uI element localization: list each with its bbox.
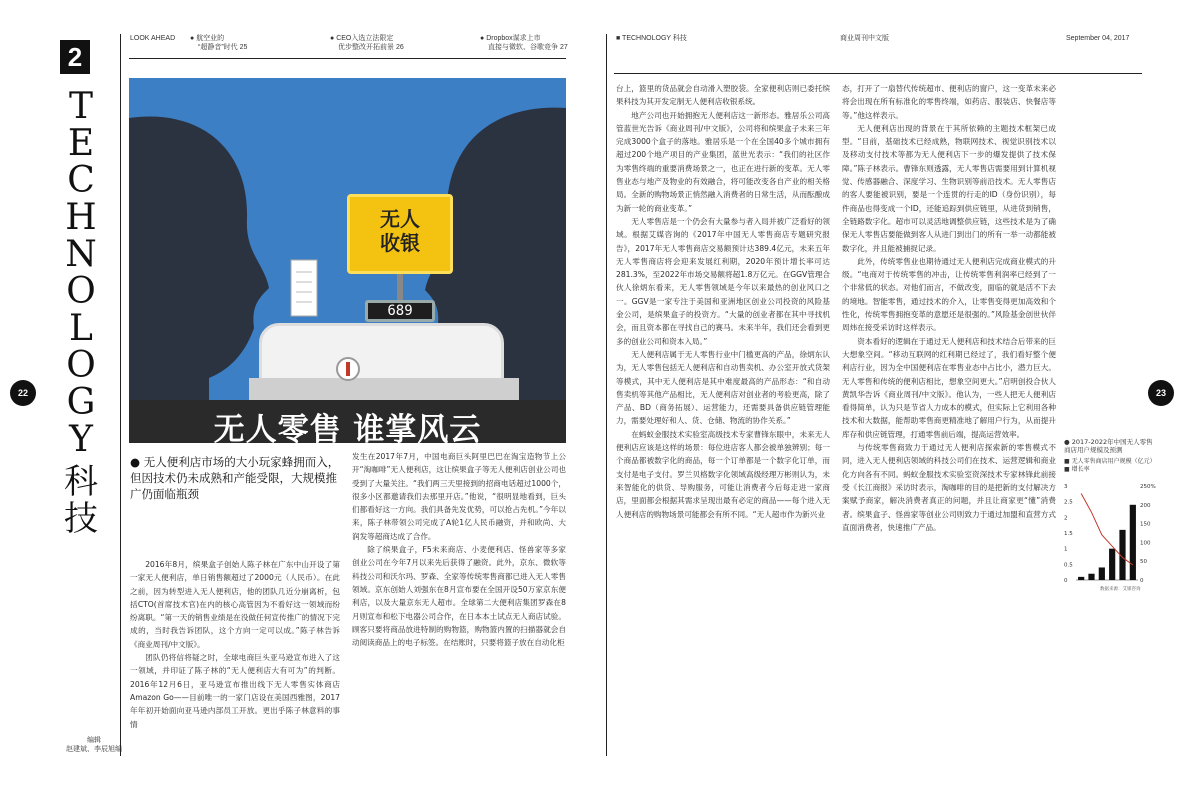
section-letter: Y [69,419,93,460]
look-ahead-item-3[interactable]: ● Dropbox谋求上市 直接与微软、谷歌竞争 27 [480,35,568,51]
cash-register [259,323,504,385]
header-rule-left [129,58,566,59]
page-number-right: 23 [1148,380,1174,406]
header-rule-right [614,73,1142,74]
right-margin-rule [606,34,607,756]
user-scale-chart [1064,438,1154,606]
hero-illustration [129,78,566,448]
section-chinese-char: 科 [64,462,98,502]
editor-credit: 编辑 赵建斌、李辰旭编 [66,736,122,753]
chart-legend-growth: ■ 增长率 [1064,466,1090,473]
section-letter: O [66,271,96,312]
article-lead: ● 无人便利店市场的大小玩家蜂拥而入，但因技术仍未成熟和产能受限，大规模推广仍面临瓶颈 [130,455,340,501]
section-letter: E [67,123,95,164]
page-number-left: 22 [10,380,36,406]
register-display: 689 [365,300,435,322]
chart-bar [1078,577,1084,580]
right-section-label: ■ TECHNOLOGY 科技 [616,35,687,42]
look-ahead-label: LOOK AHEAD [130,35,176,42]
section-letter: N [65,234,97,275]
chart-bar [1099,567,1105,580]
chart-bar [1130,505,1136,580]
issue-date: September 04, 2017 [1066,35,1130,42]
section-letter: G [66,382,96,423]
section-number-badge: 2 [60,40,90,74]
register-button-icon [335,356,361,382]
right-body-column-1: 台上，篮里的货品就会自动滑入塑胶袋。全家便利店则已委托缤果科技为其开发定制无人便利店收银系统。 地产公司也开始拥抱无人便利店这一新形态。雅居乐公司高管蓝世光告诉《商业周刊/中文版》，公司将和缤果盒子未来三年完成3000个盒子的落地。雅居乐是一个在全国40多个城市拥有超过200个地产项目的产业集团，蓝世光表示：“我们的社区作为零售终端的重要消费场景之一，也正在进行新的变革。无人零售业态与地产及物业的有效融合，将可能改变各自产业的相关格局。全新的购物场景正悄然融入消费者的日常生活，从而酝酿成为新一轮的商业变革。” 无人零售店是一个仍会有大量参与者入局并被广泛看好的领域。根据艾媒咨询的《2017年中国无人零售商店专题研究报告》，2017年无人零售商店交易额预计达389.4亿元，未来五年无人零售商店将会迎来发展红利期，2020年预计增长率可达281.3%，至2022年市场交易额将超1.8万亿元。在GGV管理合伙人徐炳东看来，无人零售领域是今年以来最热的创业风口之一。GGV是一家专注于美国和亚洲地区创业公司投资的风险基金公司，是缤果盒子的投资方。“大量的创业者都在其中寻找机会，而且资本都在寻找自己的赛马。未来半年，我们还会看到更多的创业公司和资本入局。” 无人便利店属于无人零售行业中门槛更高的产品，徐炳东认为，无人零售包括无人便利店和自动售卖机、办公室开放式货架等模式，其中无人便利店是其中难度最高的产品形态：“和自动售卖机等其他产品相比，无人便利店对创业者的考验更高，除了产品、BD（商务拓展）、运营能力，还需要具备供应链管理能力，需要处理好和人、货、仓储、物流的协作关系。” 在蚂蚁金服技术实验室高级技术专家曹锋东眼中，未来无人便利店应该是这样的场景：每位进店客人都会被单独辨别；每一个商品都被数字化的商品，每一个订单都是一个数字化订单，而支付是电子支付。罗兰贝格数字化领域高级经理万彬则认为，未来智能化的供货、导购服务，可能让消费者今后每走进一家商店，里面都会根据其需求呈现出最有必定的商品——每个进入无人便利店的购物场景可能都会有所不同。“无人超市作为新兴业 [616,84,831,519]
chart-left-tick-label: 0.5 [1064,562,1073,569]
chart-right-tick-label: 0 [1140,578,1144,584]
chart-left-tick-label: 3 [1064,484,1068,490]
chart-left-tick-label: 1 [1064,546,1068,553]
chart-right-tick-label: 150 [1140,521,1151,528]
left-body-column-2: 发生在2017年7月，中国电商巨头阿里巴巴在淘宝造物节上公开“淘咖啡”无人便利店，这让缤果盒子等无人便利店创业公司也受到了大量关注。“我们两三天里接到的招商电话超过1000个，很多小区都邀请我们去那里开店。”他说，“很明显地看到，巨头们都看好这一方向。我们具备先发优势，可以抢占先机。”今年以来，陈子林带领公司完成了A轮1亿人民币融资，并和欧尚、大润发等超商达成了合作。 除了缤果盒子，F5未来商店、小麦便利店、怪兽家等多家创业公司在今年7月以来先后获得了融资。此外，京东、微软等科技公司和沃尔玛、罗森、全家等传统零售商都已进入无人零售领域。京东创始人刘强东在8月宣布要在全国开设50万家京东便利店，以及大量京东无人超市。全球第二大便利店集团罗森在8月则宣布和松下电器公司合作，在日本本土试点无人商店试验。顾客只要将商品放进特制的购物篮，购物篮内置的扫描器就会自动阅读商品上的电子标签。在结账时，只要将篮子放在自动化柜 [352,452,566,648]
section-title-vertical [56,88,106,538]
chart-legend-scale: ■ 无人零售商店用户规模（亿元） [1064,458,1156,465]
section-letter: H [65,197,97,238]
chart-right-tick-label: 200 [1140,502,1151,509]
chart-right-tick-label: 250% [1140,484,1156,490]
right-body-column-2: 态，打开了一扇替代传统超市、便利店的窗户，这一变革未来必将会出现在所有标准化的零售终端，如药店、服装店、快餐店等等。”他这样表示。 无人便利店出现的背景在于其所依赖的主题技术框架已成型。“目前，基础技术已经成熟，物联网技术、视觉识别技术以及移动支付技术等都为无人便利店下一步的爆发提供了技术保障。”陈子林表示。曹锋东则透露，无人零售店需要用到计算机视觉、传感器融合、深度学习、生物识别等前沿技术。无人零售店的客人要能被识别，要是一个连贯的行走的ID（身份识别），每件商品也得变成一个ID，还能追踪到供应链里，从进货到销售，全链路数字化。超市可以灵活地调整供应链，这些技术是为了确保无人零售店要能做到客人从进门到出门的所有一举一动都能被数字化，并且能被捕捉记录。 此外，传统零售业也期待通过无人便利店完成商业模式的升级。“电商对于传统零售的冲击，让传统零售利润率已经到了一个非常低的状态。对他们而言，不做改变，面临的就是活不下去的境地。智能零售，通过技术的介入，让零售变得更加高效和个性化，传统零售拥抱变革的意愿还是很强的。”风险基金创世伙伴周炜在接受采访时这样表示。 资本看好的逻辑在于通过无人便利店和技术结合后带来的巨大想象空间。“移动互联网的红利期已经过了，我们看好整个便利店行业，因为全中国便利店在零售业态中占比小，潜力巨大。无人零售和传统的便利店相比，想象空间更大。”启明创投合伙人黄凯华告诉《商业周刊/中文版》。他认为，一些人把无人便利店看得简单，认为只是节省人力成本的模式，但实际上它利用各种技术和大数据，能帮助零售商更精准地了解用户行为，从而提升库存和供应链管理，打通零售前后端，提高运营效率。 与传统零售商致力于通过无人便利店探索新的零售模式不同，进入无人便利店领域的科技公司们在技术、运营逻辑和商业化方向各有不同。蚂蚁金服技术实验室资深技术专家林锋此前接受《长江商报》采访时表示，淘咖啡的目的是把新的支付解决方案赋予商家，解决消费者真正的问题，并且让商家更“懂”消费者。缤果盒子、怪兽家等创业公司则致力于通过加盟和直营方式直面消费者，快速推广产品。 [842,84,1056,532]
section-chinese-char: 技 [64,499,98,539]
chart-plot [1064,476,1154,594]
magazine-name: 商业周刊中文版 [840,35,889,42]
chart-right-tick-label: 50 [1140,559,1147,566]
section-letter: T [68,86,93,127]
receipt-icon [289,258,319,318]
left-margin-rule [120,34,121,756]
section-letter: O [66,345,96,386]
section-letter: L [69,308,93,349]
register-base [249,378,519,400]
chart-left-tick-label: 0 [1064,578,1068,584]
chart-bar [1109,549,1115,580]
look-ahead-item-1[interactable]: ● 航空业的 “超静音”时代 25 [190,35,248,51]
chart-bar [1088,574,1094,580]
left-body-column-1: 2016年8月，缤果盒子创始人陈子林在广东中山开设了第一家无人便利店，单日销售额超过了2000元（人民币）。在此之前，因为转型进入无人便利店，他的团队几近分崩离析，包括CTO(首席技术官)在内的核心高管因为不看好这一领域而纷纷离职。“第一天的销售业绩是在没做任何宣传推广的情况下完成的，当时我告诉团队，这个方向一定可以成。”陈子林告诉《商业周刊/中文版》。 团队仍将信将疑之时，全球电商巨头亚马逊宣布进入了这一领域，并印证了陈子林的“无人便利店大有可为”的判断。2016年12月6日，亚马逊宣布推出线下无人零售实体商店Amazon Go——目前唯一的一家门店设在美国西雅图，2017年年初开始面向亚马逊内部员工开放。更出乎陈子林意料的事情 [130,560,340,729]
article-title: 无人零售 谁掌风云 [213,412,482,448]
section-letter: C [67,160,95,201]
chart-left-tick-label: 1.5 [1064,531,1073,537]
chart-source: 数据来源：艾媒咨询 [1100,587,1141,592]
look-ahead-item-2[interactable]: ● CEO入选立法限定 优步整改开拓前景 26 [330,35,404,51]
chart-left-tick-label: 2.5 [1064,499,1073,506]
chart-left-tick-label: 2 [1064,515,1068,522]
chart-title: ● 2017-2022年中国无人零售商店用户规模及预测 [1064,438,1153,454]
chart-right-tick-label: 100 [1140,540,1151,547]
unmanned-checkout-sign: 无人 收银 [347,194,453,274]
